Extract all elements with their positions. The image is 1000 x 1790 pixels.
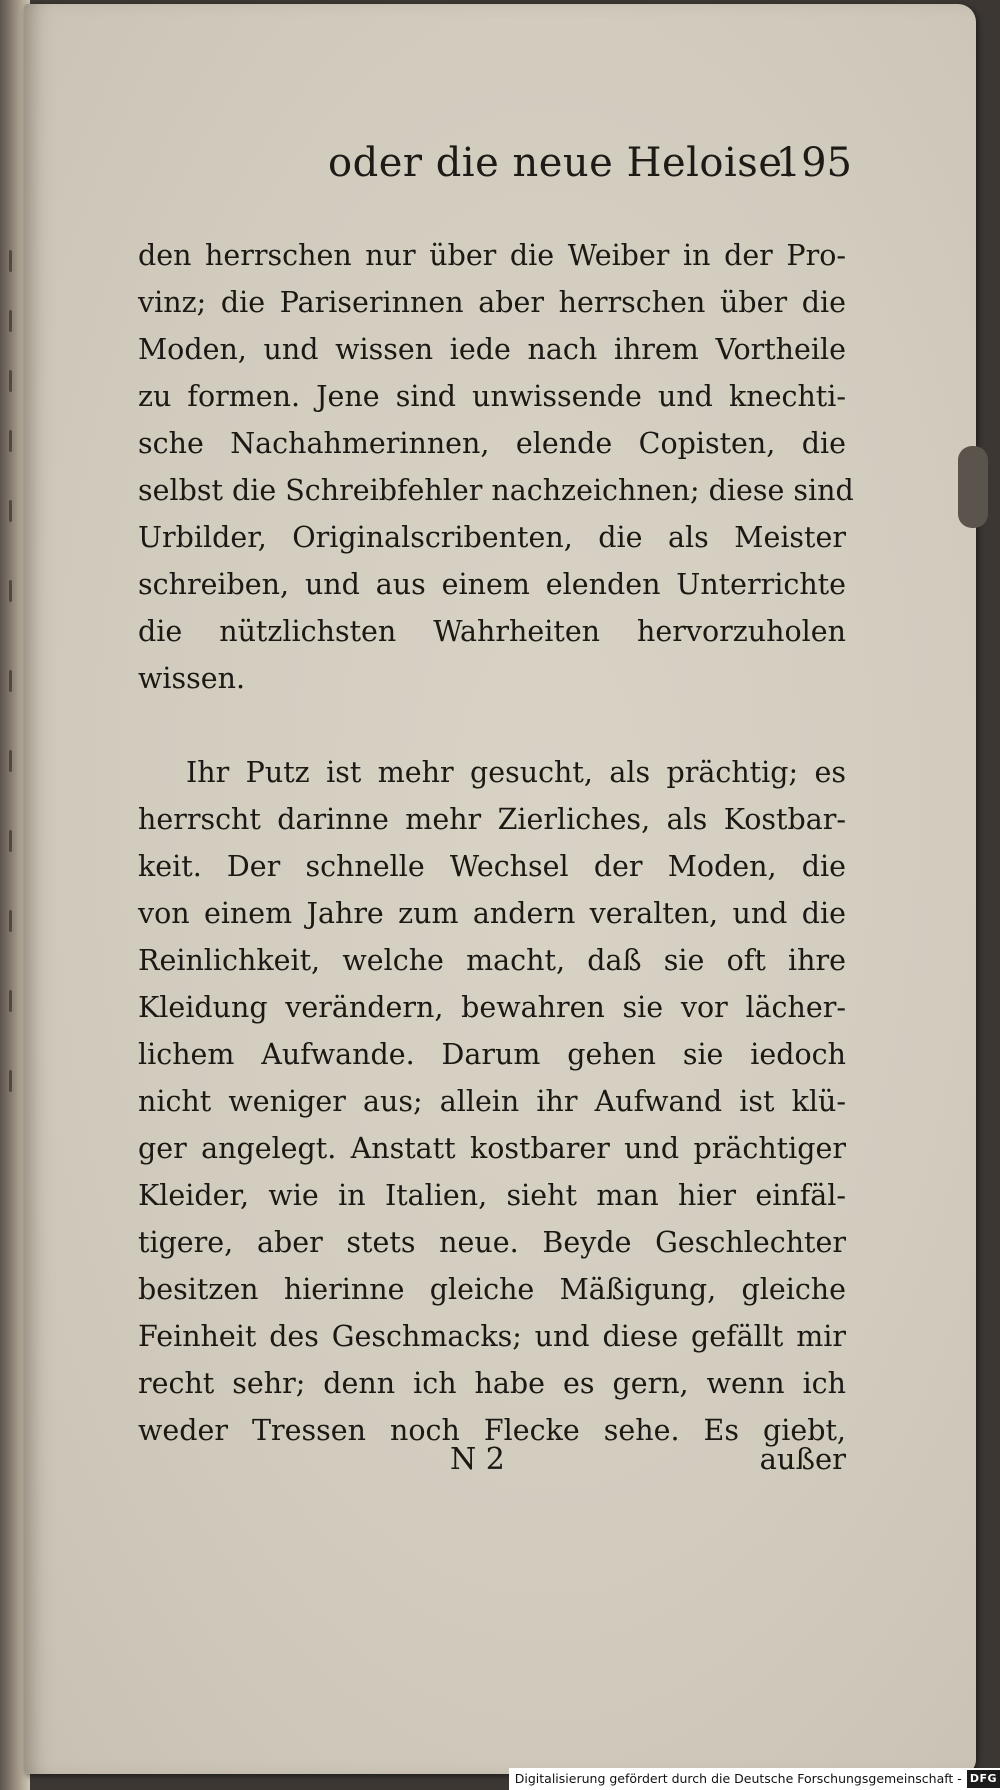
text-line: Kleidung verändern, bewahren sie vor lächer-: [138, 991, 846, 1024]
text-line: herrscht darinne mehr Zierliches, als Kostbar-: [138, 803, 846, 836]
text-line: sche Nachahmerinnen, elende Copisten, die: [138, 427, 846, 460]
page-number: 195: [775, 140, 852, 186]
text-line: nicht weniger aus; allein ihr Aufwand ist klü-: [138, 1085, 846, 1118]
text-line: vinz; die Pariserinnen aber herrschen über die: [138, 286, 846, 319]
page-header: [300, 140, 852, 200]
text-line: weder Tressen noch Flecke sehe. Es giebt,: [138, 1414, 846, 1447]
text-line: Feinheit des Geschmacks; und diese gefällt mir: [138, 1320, 846, 1353]
edge-marks: [6, 250, 20, 1150]
body-text: [138, 232, 854, 1454]
dfg-logo: DFG: [967, 1770, 1000, 1788]
text-line: zu formen. Jene sind unwissende und knechti-: [138, 380, 846, 413]
paragraph-1: [138, 232, 854, 702]
paragraph-2: [138, 749, 846, 1454]
text-line: die nützlichsten Wahrheiten hervorzuholen: [138, 615, 846, 648]
text-line: von einem Jahre zum andern veralten, und die: [138, 897, 846, 930]
text-line: den herrschen nur über die Weiber in der Pro-: [138, 239, 846, 272]
text-line: keit. Der schnelle Wechsel der Moden, die: [138, 850, 846, 883]
text-line: Kleider, wie in Italien, sieht man hier einfäl-: [138, 1179, 846, 1212]
text-line: besitzen hierinne gleiche Mäßigung, gleiche: [138, 1273, 846, 1306]
text-line: recht sehr; denn ich habe es gern, wenn ich: [138, 1367, 846, 1400]
running-title: oder die neue Heloise.: [328, 140, 796, 186]
text-line: Moden, und wissen iede nach ihrem Vortheile: [138, 333, 846, 366]
catchword: außer: [759, 1442, 846, 1476]
signature-mark: N 2: [450, 1442, 505, 1477]
digitization-credit: [509, 1768, 1000, 1790]
text-line: Ihr Putz ist mehr gesucht, als prächtig; es: [186, 756, 846, 789]
text-line: wissen.: [138, 662, 246, 695]
paragraph-gap: [138, 702, 846, 749]
text-line: lichem Aufwande. Darum gehen sie iedoch: [138, 1038, 846, 1071]
text-line: schreiben, und aus einem elenden Unterrichte: [138, 568, 846, 601]
text-line: ger angelegt. Anstatt kostbarer und prächtiger: [138, 1132, 846, 1165]
text-line: tigere, aber stets neue. Beyde Geschlechter: [138, 1226, 846, 1259]
credit-text: Digitalisierung gefördert durch die Deutsche Forschungsgemeinschaft -: [514, 1771, 962, 1786]
text-line: Urbilder, Originalscribenten, die als Meister: [138, 521, 846, 554]
text-line: selbst die Schreibfehler nachzeichnen; diese sind: [138, 474, 854, 507]
page-tab: [958, 446, 988, 528]
page-footer: [138, 1442, 846, 1492]
text-line: Reinlichkeit, welche macht, daß sie oft ihre: [138, 944, 846, 977]
